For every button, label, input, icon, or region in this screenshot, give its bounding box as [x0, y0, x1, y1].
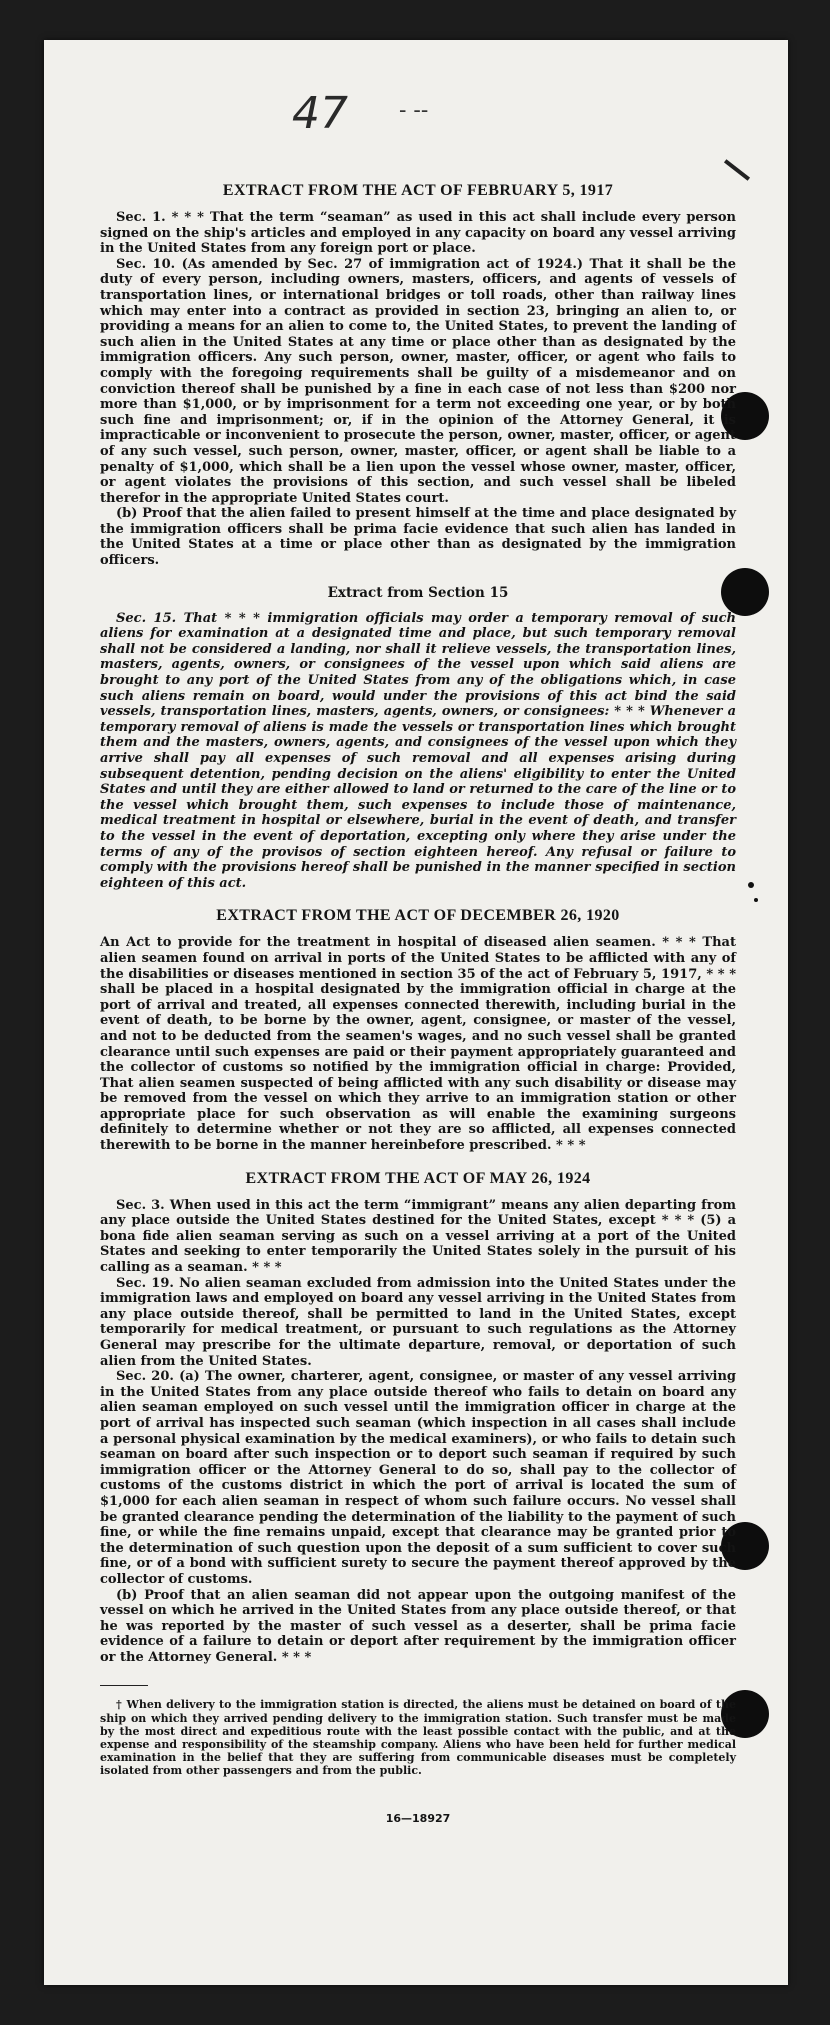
- form-number: 16—18927: [385, 1811, 451, 1825]
- paragraph: Sec. 1. * * * That the term “seaman” as used in this act shall include every person signed on the ship's articles and employed in any capacity on board any vessel arriving in the United States from any foreign port or place.: [100, 210, 736, 257]
- paragraph: Sec. 15. That * * * immigration officials may order a temporary removal of such aliens for examination at a designated time and place, but such temporary removal shall not be considered a landing, nor shall it relieve vessels, the transportation lines, masters, agents, owners, or consignees of the vessel upon which said aliens are brought to any port of the United States from any of the obligations which, in case such aliens remain on board, would under the provisions of this act bind the said vessels, transportation lines, masters, agents, owners, or consignees: * * * Whenever a temporary removal of aliens is made the vessels or transportation lines which brought them and the masters, owners, agents, and consignees of the vessel upon which they arrive shall pay all expenses of such removal and all expenses arising during subsequent detention, pending decision on the aliens' eligibility to enter the United States and until they are either allowed to land or returned to the care of the line or to the vessel which brought them, such expenses to include those of maintenance, medical treatment in hospital or elsewhere, burial in the event of death, and transfer to the vessel in the event of deportation, excepting only where they arise under the terms of any of the provisos of section eighteen hereof. Any refusal or failure to comply with the provisions hereof shall be punished in the manner specified in section eighteen of this act.: [100, 610, 736, 891]
- footnote: [100, 1698, 736, 1777]
- paragraph: Sec. 19. No alien seaman excluded from admission into the United States under the immigration laws and employed on board any vessel arriving in the United States from any place outside thereof, shall be permitted to land in the United States, except temporarily for medical treatment, or pursuant to such regulations as the Attorney General may prescribe for the ultimate departure, removal, or deportation of such alien from the United States.: [100, 1275, 736, 1369]
- section-act-1920: [100, 907, 736, 1153]
- pen-stroke: [724, 159, 750, 181]
- paragraph: Sec. 3. When used in this act the term “immigrant” means any alien departing from any place outside the United States destined for the United States, except * * * (5) a bona fide alien seaman serving as such on a vessel arriving at a port of the United States and seeking to enter temporarily the United States solely in the pursuit of his calling as a seaman. * * *: [100, 1197, 736, 1276]
- section-title: EXTRACT FROM THE ACT OF MAY 26, 1924: [245, 1169, 591, 1187]
- document-body: [100, 182, 736, 1825]
- section-title: EXTRACT FROM THE ACT OF DECEMBER 26, 1920: [216, 907, 620, 925]
- paragraph: (b) Proof that the alien failed to present himself at the time and place designated by the immigration officers shall be prima facie evidence that such alien has landed in the United States at a time or place other than as designated by the immigration officers.: [100, 506, 736, 569]
- ink-speck: [748, 882, 754, 888]
- footnote-divider: [100, 1685, 148, 1686]
- section-subtitle: Extract from Section 15: [327, 584, 509, 601]
- handwritten-mark: - --: [399, 98, 429, 123]
- handwritten-page-number: 47: [292, 88, 348, 139]
- paragraph: Sec. 10. (As amended by Sec. 27 of immigration act of 1924.) That it shall be the duty of every person, including owners, masters, officers, and agents of vessels of transportation lines, or international bridges or toll roads, other than railway lines which may enter into a contract as provided in section 23, bringing an alien to, or providing a means for an alien to come to, the United States, to prevent the landing of such alien in the United States at any time or place other than as designated by the immigration officers. Any such person, owner, master, officer, or agent who fails to comply with the foregoing requirements shall be guilty of a misdemeanor and on conviction thereof shall be punished by a fine in each case of not less than $200 nor more than $1,000, or by imprisonment for a term not exceeding one year, or by both such fine and imprisonment; or, if in the opinion of the Attorney General, it is impracticable or inconvenient to prosecute the person, owner, master, officer, or agent of any such vessel, such person, owner, master, officer, or agent shall be liable to a penalty of $1,000, which shall be a lien upon the vessel whose owner, master, officer, or agent violates the provisions of this section, and such vessel shall be libeled therefor in the appropriate United States court.: [100, 256, 736, 506]
- document-page: [44, 40, 788, 1985]
- footnote-text: † When delivery to the immigration station is directed, the aliens must be detained on board of the ship on which they arrived pending delivery to the immigration station. Such transfer must be made by the most direct and expeditious route with the least possible contact with the public, and at the expense and responsibility of the steamship company. Aliens who have been held for further medical examination in the belief that they are suffering from communicable diseases must be completely isolated from other passengers and from the public.: [100, 1698, 736, 1778]
- section-act-1917: [100, 182, 736, 569]
- section-title: EXTRACT FROM THE ACT OF FEBRUARY 5, 1917: [222, 182, 614, 199]
- section-act-1924: [100, 1170, 736, 1666]
- section-15-extract: [100, 585, 736, 892]
- paragraph: Sec. 20. (a) The owner, charterer, agent, consignee, or master of any vessel arriving in the United States from any place outside thereof who fails to detain on board any alien seaman employed on such vessel until the immigration officer in charge at the port of arrival has inspected such seaman (which inspection in all cases shall include a personal physical examination by the medical examiners), or who fails to detain such seaman on board after such inspection or to deport such seaman if required by such immigration officer or the Attorney General to do so, shall pay to the collector of customs of the customs district in which the port of arrival is located the sum of $1,000 for each alien seaman in respect of whom such failure occurs. No vessel shall be granted clearance pending the determination of the liability to the payment of such fine, or while the fine remains unpaid, except that clearance may be granted prior to the determination of such question upon the deposit of a sum sufficient to cover such fine, or of a bond with sufficient surety to secure the payment thereof approved by the collector of customs.: [100, 1369, 736, 1587]
- paragraph: (b) Proof that an alien seaman did not appear upon the outgoing manifest of the vessel on which he arrived in the United States from any place outside thereof, or that he was reported by the master of such vessel as a deserter, shall be prima facie evidence of a failure to detain or deport after requirement by the immigration officer or the Attorney General. * * *: [100, 1587, 736, 1665]
- paragraph: An Act to provide for the treatment in hospital of diseased alien seamen. * * * That alien seamen found on arrival in ports of the United States to be afflicted with any of the disabilities or diseases mentioned in section 35 of the act of February 5, 1917, * * * shall be placed in a hospital designated by the immigration official in charge at the port of arrival and treated, all expenses connected therewith, including burial in the event of death, to be borne by the owner, agent, consignee, or master of the vessel, and not to be deducted from the seamen's wages, and no such vessel shall be granted clearance until such expenses are paid or their payment appropriately guaranteed and the collector of customs so notified by the immigration official in charge: Provided, That alien seamen suspected of being afflicted with any such disability or disease may be removed from the vessel on which they arrive to an immigration station or other appropriate place for such observation as will enable the examining surgeons definitely to determine whether or not they are so afflicted, all expenses connected therewith to be borne in the manner hereinbefore prescribed. * * *: [100, 935, 736, 1154]
- ink-speck: [754, 898, 758, 902]
